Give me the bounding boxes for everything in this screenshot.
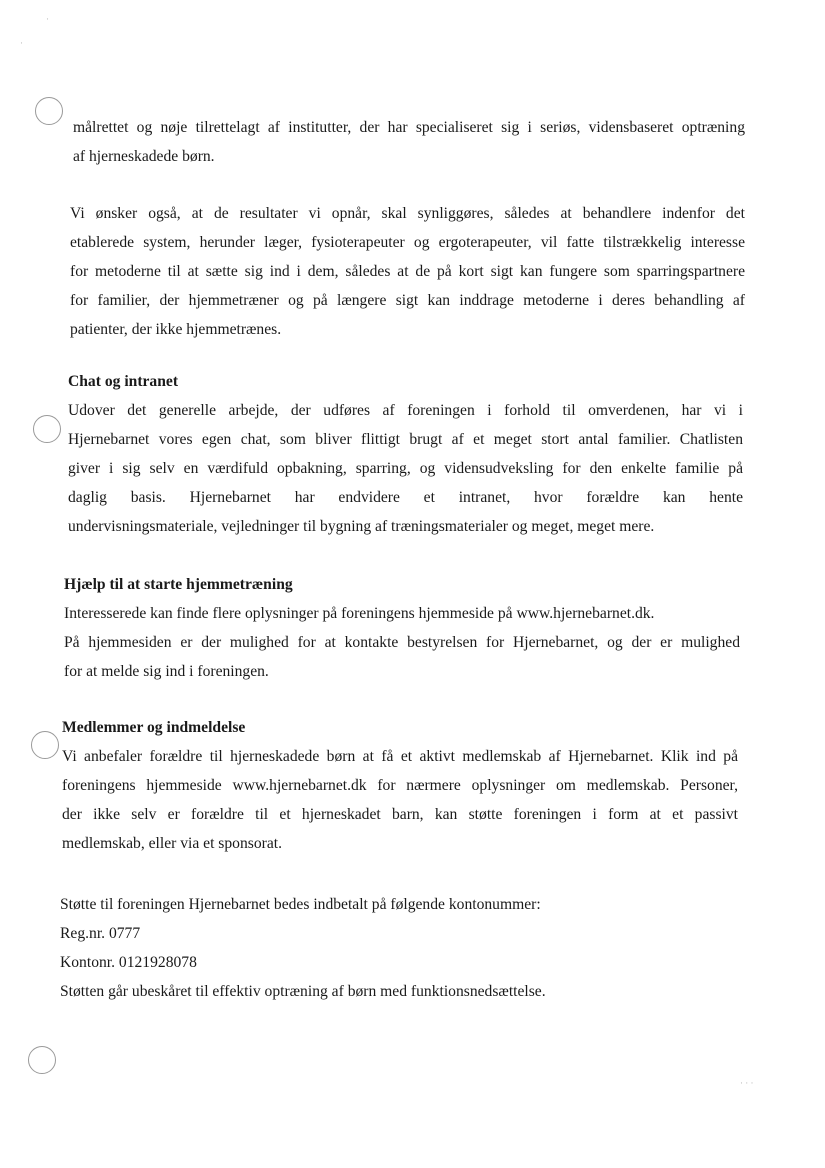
support-intro: Støtte til foreningen Hjernebarnet bedes indbetalt på følgende kontonummer:: [60, 896, 541, 913]
punch-hole-icon: [35, 97, 63, 125]
account-number: Kontonr. 0121928078: [60, 954, 197, 971]
section-chat-intranet: Chat og intranet Udover det generelle arbejde, der udføres af foreningen i forhold til omverdenen, har vi i Hjernebarnet vores egen chat, som bliver flittigt brugt af et meget stort antal familier. Chatlisten giver i sig selv en værdifuld opbakning, sparring, og vidensudveksling for den enkelte familie på daglig basis. Hjernebarnet har endvidere et intranet, hvor forældre kan hente undervisningsmateriale, vejledninger til bygning af træningsmaterialer og meget, meget mere.: [68, 367, 743, 541]
reg-number: Reg.nr. 0777: [60, 925, 141, 942]
punch-hole-icon: [28, 1046, 56, 1074]
support-note: Støtten går ubeskåret til effektiv optræning af børn med funktionsnedsættelse.: [60, 983, 546, 1000]
scan-speck-icon: · · ·: [740, 1078, 754, 1088]
paragraph-results: Vi ønsker også, at de resultater vi opnår, skal synliggøres, således at behandlere indenfor det etablerede system, herunder læger, fysioterapeuter og ergoterapeuter, vil fatte tilstrækkelig interesse for metoderne til at sætte sig ind i dem, således at de på kort sigt kan fungere som sparringspartnere for familier, der hjemmetræner og på længere sigt kan inddrage metoderne i deres behandling af patienter, der ikke hjemmetrænes.: [70, 205, 745, 338]
section-help-start: Hjælp til at starte hjemmetræning Interesserede kan finde flere oplysninger på foreningens hjemmeside på www.hjernebarnet.dk. På hjemmesiden er der mulighed for at kontakte bestyrelsen for Hjernebarnet, og der er mulighed for at melde sig ind i foreningen.: [64, 570, 740, 686]
support-info: [60, 890, 740, 1006]
section-membership: Medlemmer og indmeldelse Vi anbefaler forældre til hjerneskadede børn at få et aktivt medlemskab af Hjernebarnet. Klik ind på foreningens hjemmeside www.hjernebarnet.dk for nærmere oplysninger om medlemskab. Personer, der ikke selv er forældre til et hjerneskadet barn, kan støtte foreningen i form at et passivt medlemskab, eller via et sponsorat.: [62, 713, 738, 858]
section-heading: Medlemmer og indmeldelse: [62, 719, 246, 736]
section-heading: Chat og intranet: [68, 373, 179, 390]
scan-speck-icon: ·: [20, 38, 23, 48]
scan-speck-icon: ·: [46, 14, 49, 24]
paragraph-intro-continued: målrettet og nøje tilrettelagt af institutter, der har specialiseret sig i seriøs, vidensbaseret optræning af hjerneskadede børn.: [73, 119, 745, 165]
punch-hole-icon: [33, 415, 61, 443]
punch-hole-icon: [31, 731, 59, 759]
section-heading: Hjælp til at starte hjemmetræning: [64, 576, 293, 593]
